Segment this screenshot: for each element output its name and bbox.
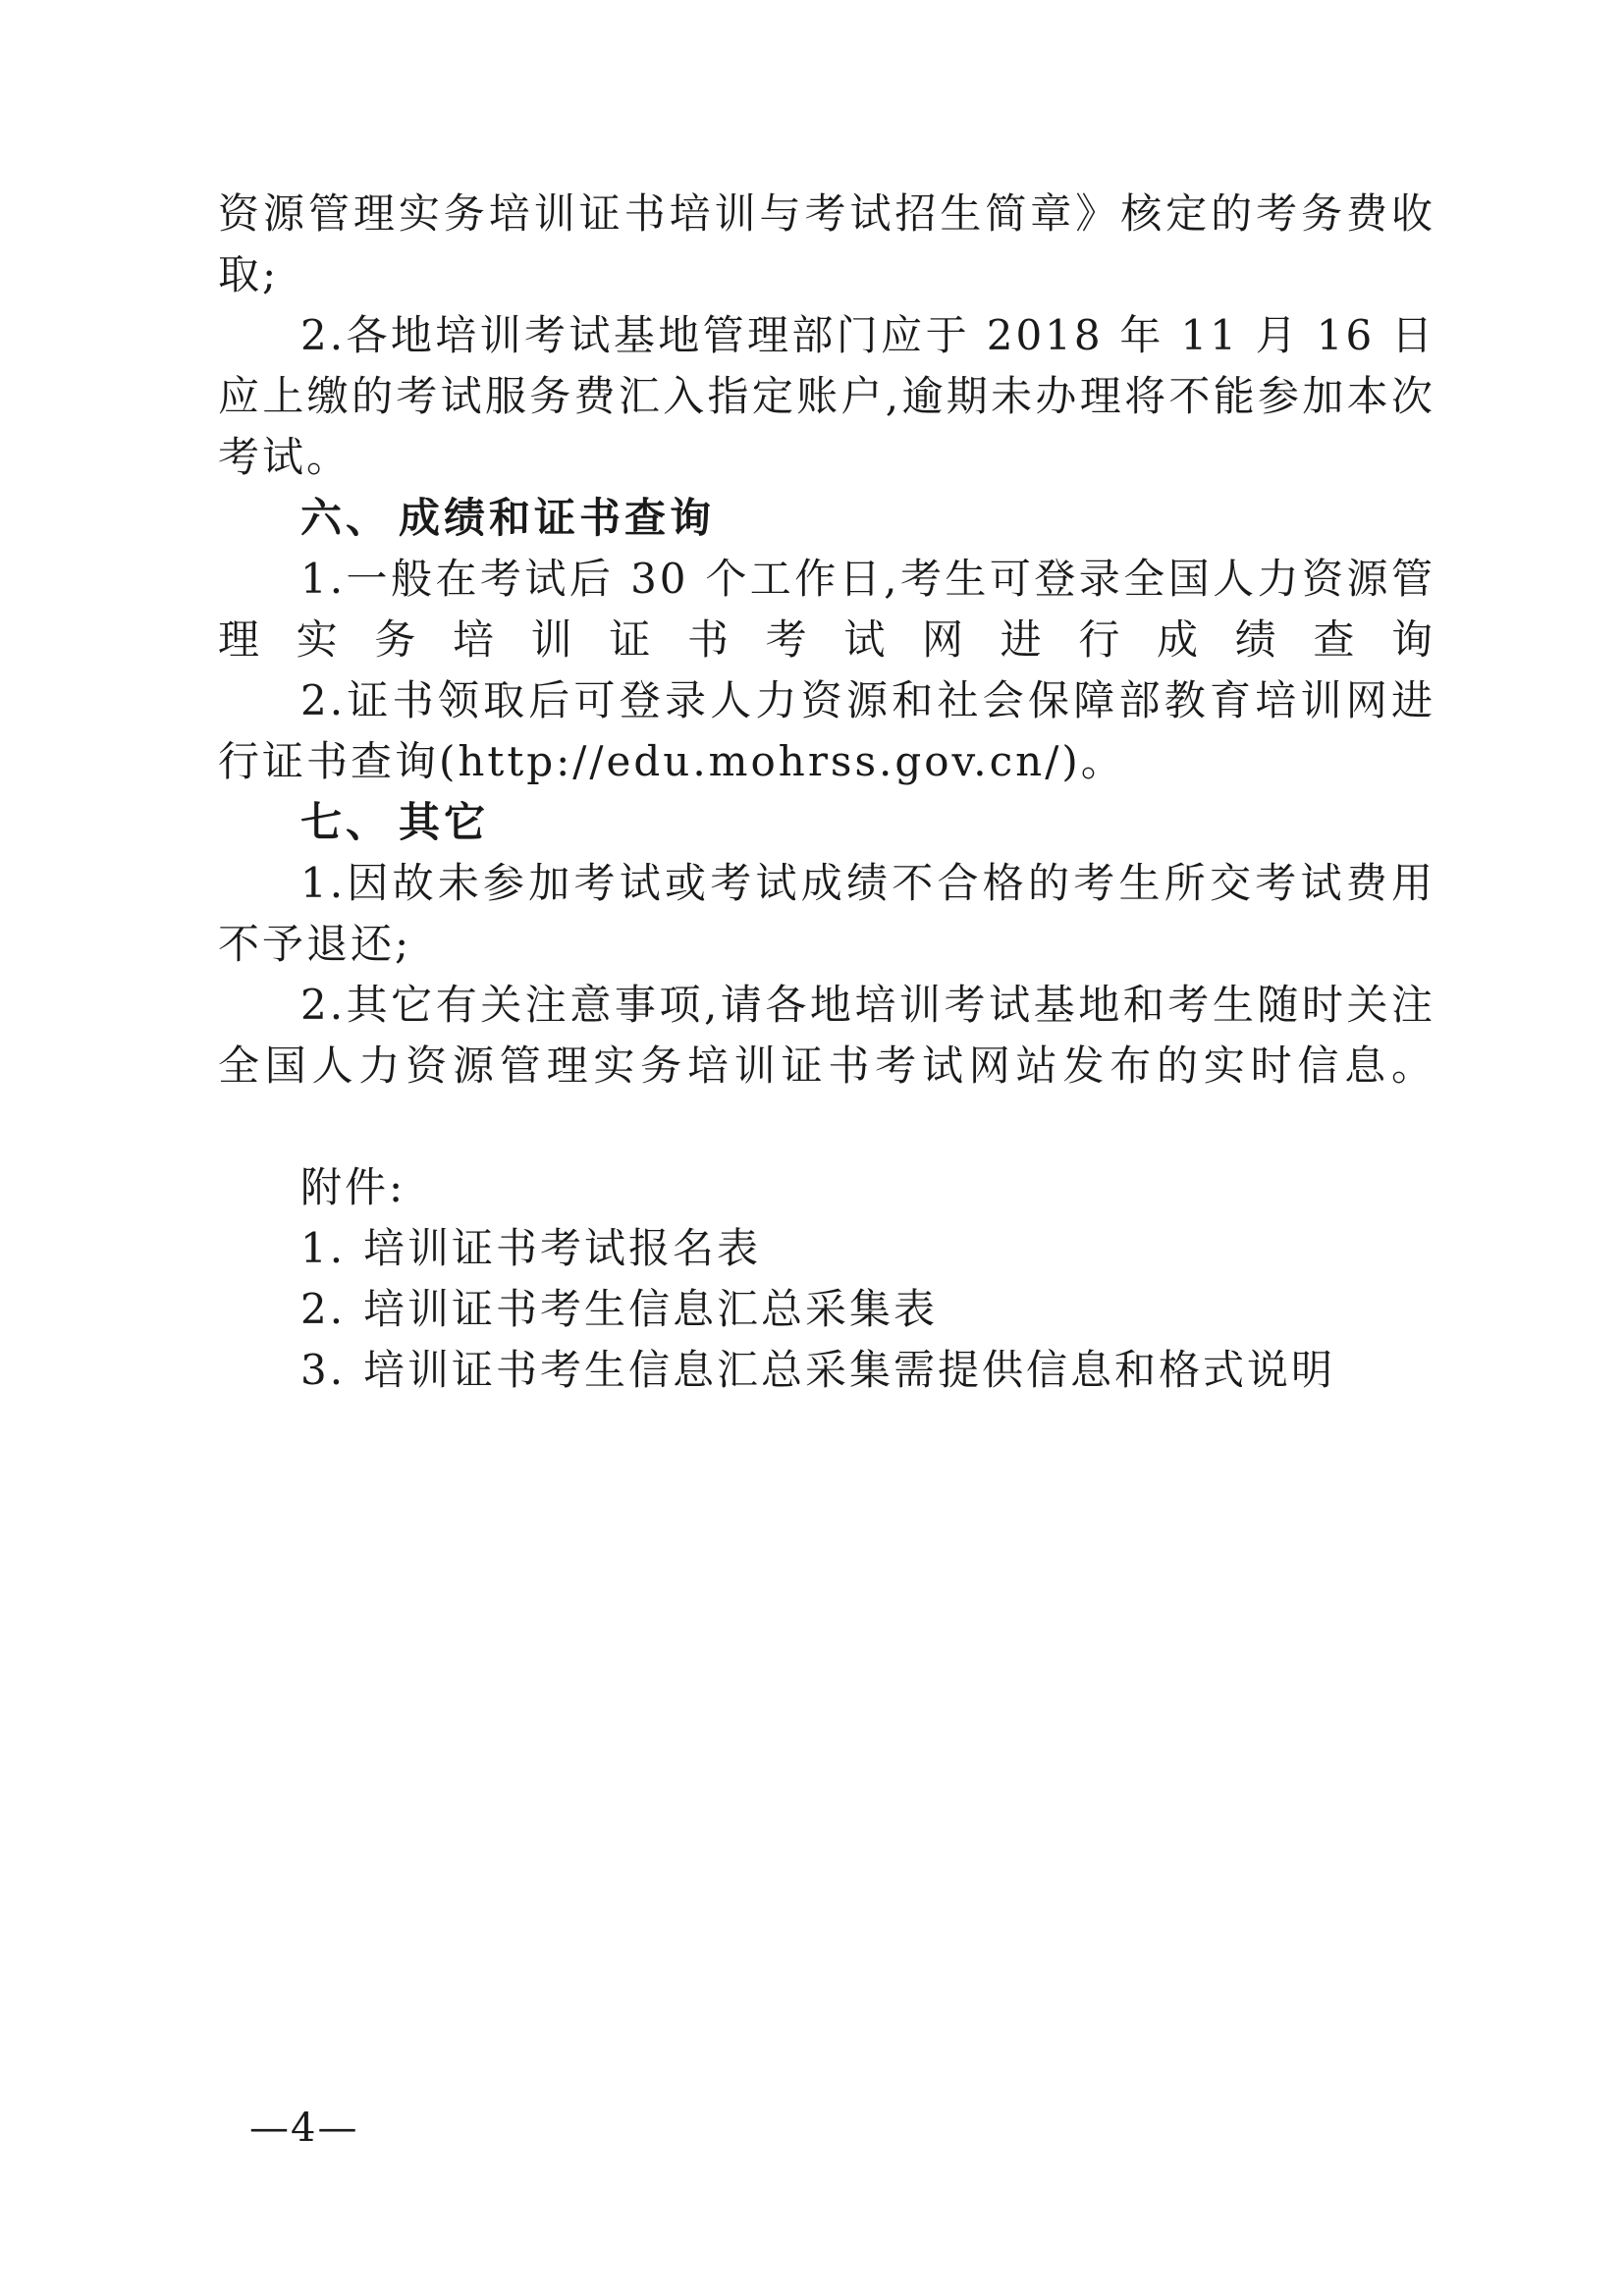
section-title: 其它 bbox=[399, 798, 490, 846]
page-number: —4— bbox=[249, 2106, 359, 2151]
paragraph-line: 考试。 bbox=[218, 433, 352, 481]
paragraph-line: 1.因故未参加考试或考试成绩不合格的考生所交考试费用 bbox=[300, 859, 1435, 907]
section-title: 成绩和证书查询 bbox=[399, 494, 716, 542]
paragraph-line: 2.证书领取后可登录人力资源和社会保障部教育培训网进 bbox=[300, 676, 1435, 724]
paragraph-line: 2.其它有关注意事项,请各地培训考试基地和考生随时关注 bbox=[300, 981, 1435, 1029]
attachment-item bbox=[300, 1341, 1518, 1400]
attachments-label: 附件: bbox=[300, 1163, 406, 1211]
paragraph-line: 理实务培训证书考试网进行成绩查询 bbox=[218, 615, 1435, 664]
paragraph-line: 取; bbox=[218, 250, 280, 298]
section-number: 六、 bbox=[300, 494, 392, 542]
attachment-item bbox=[300, 1219, 1518, 1278]
paragraph-line: 应上缴的考试服务费汇入指定账户,逾期未办理将不能参加本次 bbox=[218, 372, 1435, 420]
attachment-title: 培训证书考生信息汇总采集表 bbox=[363, 1285, 939, 1333]
paragraph-line: 全国人力资源管理实务培训证书考试网站发布的实时信息。 bbox=[218, 1041, 1435, 1090]
paragraph-line: 1.一般在考试后 30 个工作日,考生可登录全国人力资源管 bbox=[300, 555, 1435, 603]
attachment-item bbox=[300, 1280, 1518, 1339]
paragraph-line: 2.各地培训考试基地管理部门应于 2018 年 11 月 16 日 bbox=[300, 311, 1435, 359]
paragraph-line: 不予退还; bbox=[218, 920, 412, 968]
attachment-number: 1. bbox=[300, 1224, 347, 1272]
attachment-title: 培训证书考生信息汇总采集需提供信息和格式说明 bbox=[363, 1346, 1336, 1394]
section-heading-7 bbox=[300, 793, 1518, 852]
section-heading-6 bbox=[300, 489, 1518, 548]
section-number: 七、 bbox=[300, 798, 392, 846]
paragraph-line: 行证书查询(http://edu.mohrss.gov.cn/)。 bbox=[218, 737, 1125, 785]
attachment-number: 2. bbox=[300, 1285, 347, 1333]
attachment-number: 3. bbox=[300, 1346, 347, 1394]
attachment-title: 培训证书考试报名表 bbox=[363, 1224, 762, 1272]
paragraph-line: 资源管理实务培训证书培训与考试招生简章》核定的考务费收 bbox=[218, 189, 1435, 238]
